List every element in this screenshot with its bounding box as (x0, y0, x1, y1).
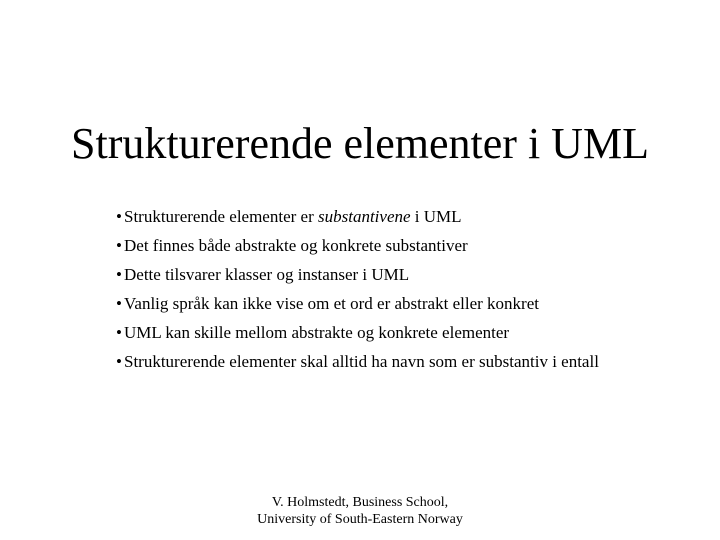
bullet-marker: • (116, 294, 122, 313)
bullet-text-before: Strukturerende elementer er (124, 207, 318, 226)
slide-title: Strukturerende elementer i UML (71, 119, 649, 168)
bullet-text: Strukturerende elementer skal alltid ha navn som er substantiv i entall (124, 352, 599, 371)
bullet-item (116, 206, 606, 228)
bullet-text-after: i UML (410, 207, 462, 226)
bullet-marker: • (116, 352, 122, 371)
bullet-item (116, 235, 606, 257)
bullet-marker: • (116, 323, 122, 342)
bullet-item (116, 351, 606, 373)
bullet-marker: • (116, 207, 122, 226)
slide-footer (0, 494, 720, 528)
bullet-list (116, 206, 606, 380)
bullet-marker: • (116, 265, 122, 284)
footer-line-institution: University of South-Eastern Norway (257, 512, 463, 527)
footer-line-author: V. Holmstedt, Business School, (271, 495, 449, 510)
bullet-text: Det finnes både abstrakte og konkrete substantiver (124, 236, 468, 255)
bullet-item (116, 293, 606, 315)
bullet-item (116, 264, 606, 286)
bullet-text: Vanlig språk kan ikke vise om et ord er abstrakt eller konkret (124, 294, 539, 313)
bullet-item (116, 322, 606, 344)
bullet-marker: • (116, 236, 122, 255)
bullet-text: Dette tilsvarer klasser og instanser i UML (124, 265, 410, 284)
bullet-emphasis: substantivene (318, 207, 411, 226)
bullet-text: UML kan skille mellom abstrakte og konkrete elementer (124, 323, 510, 342)
